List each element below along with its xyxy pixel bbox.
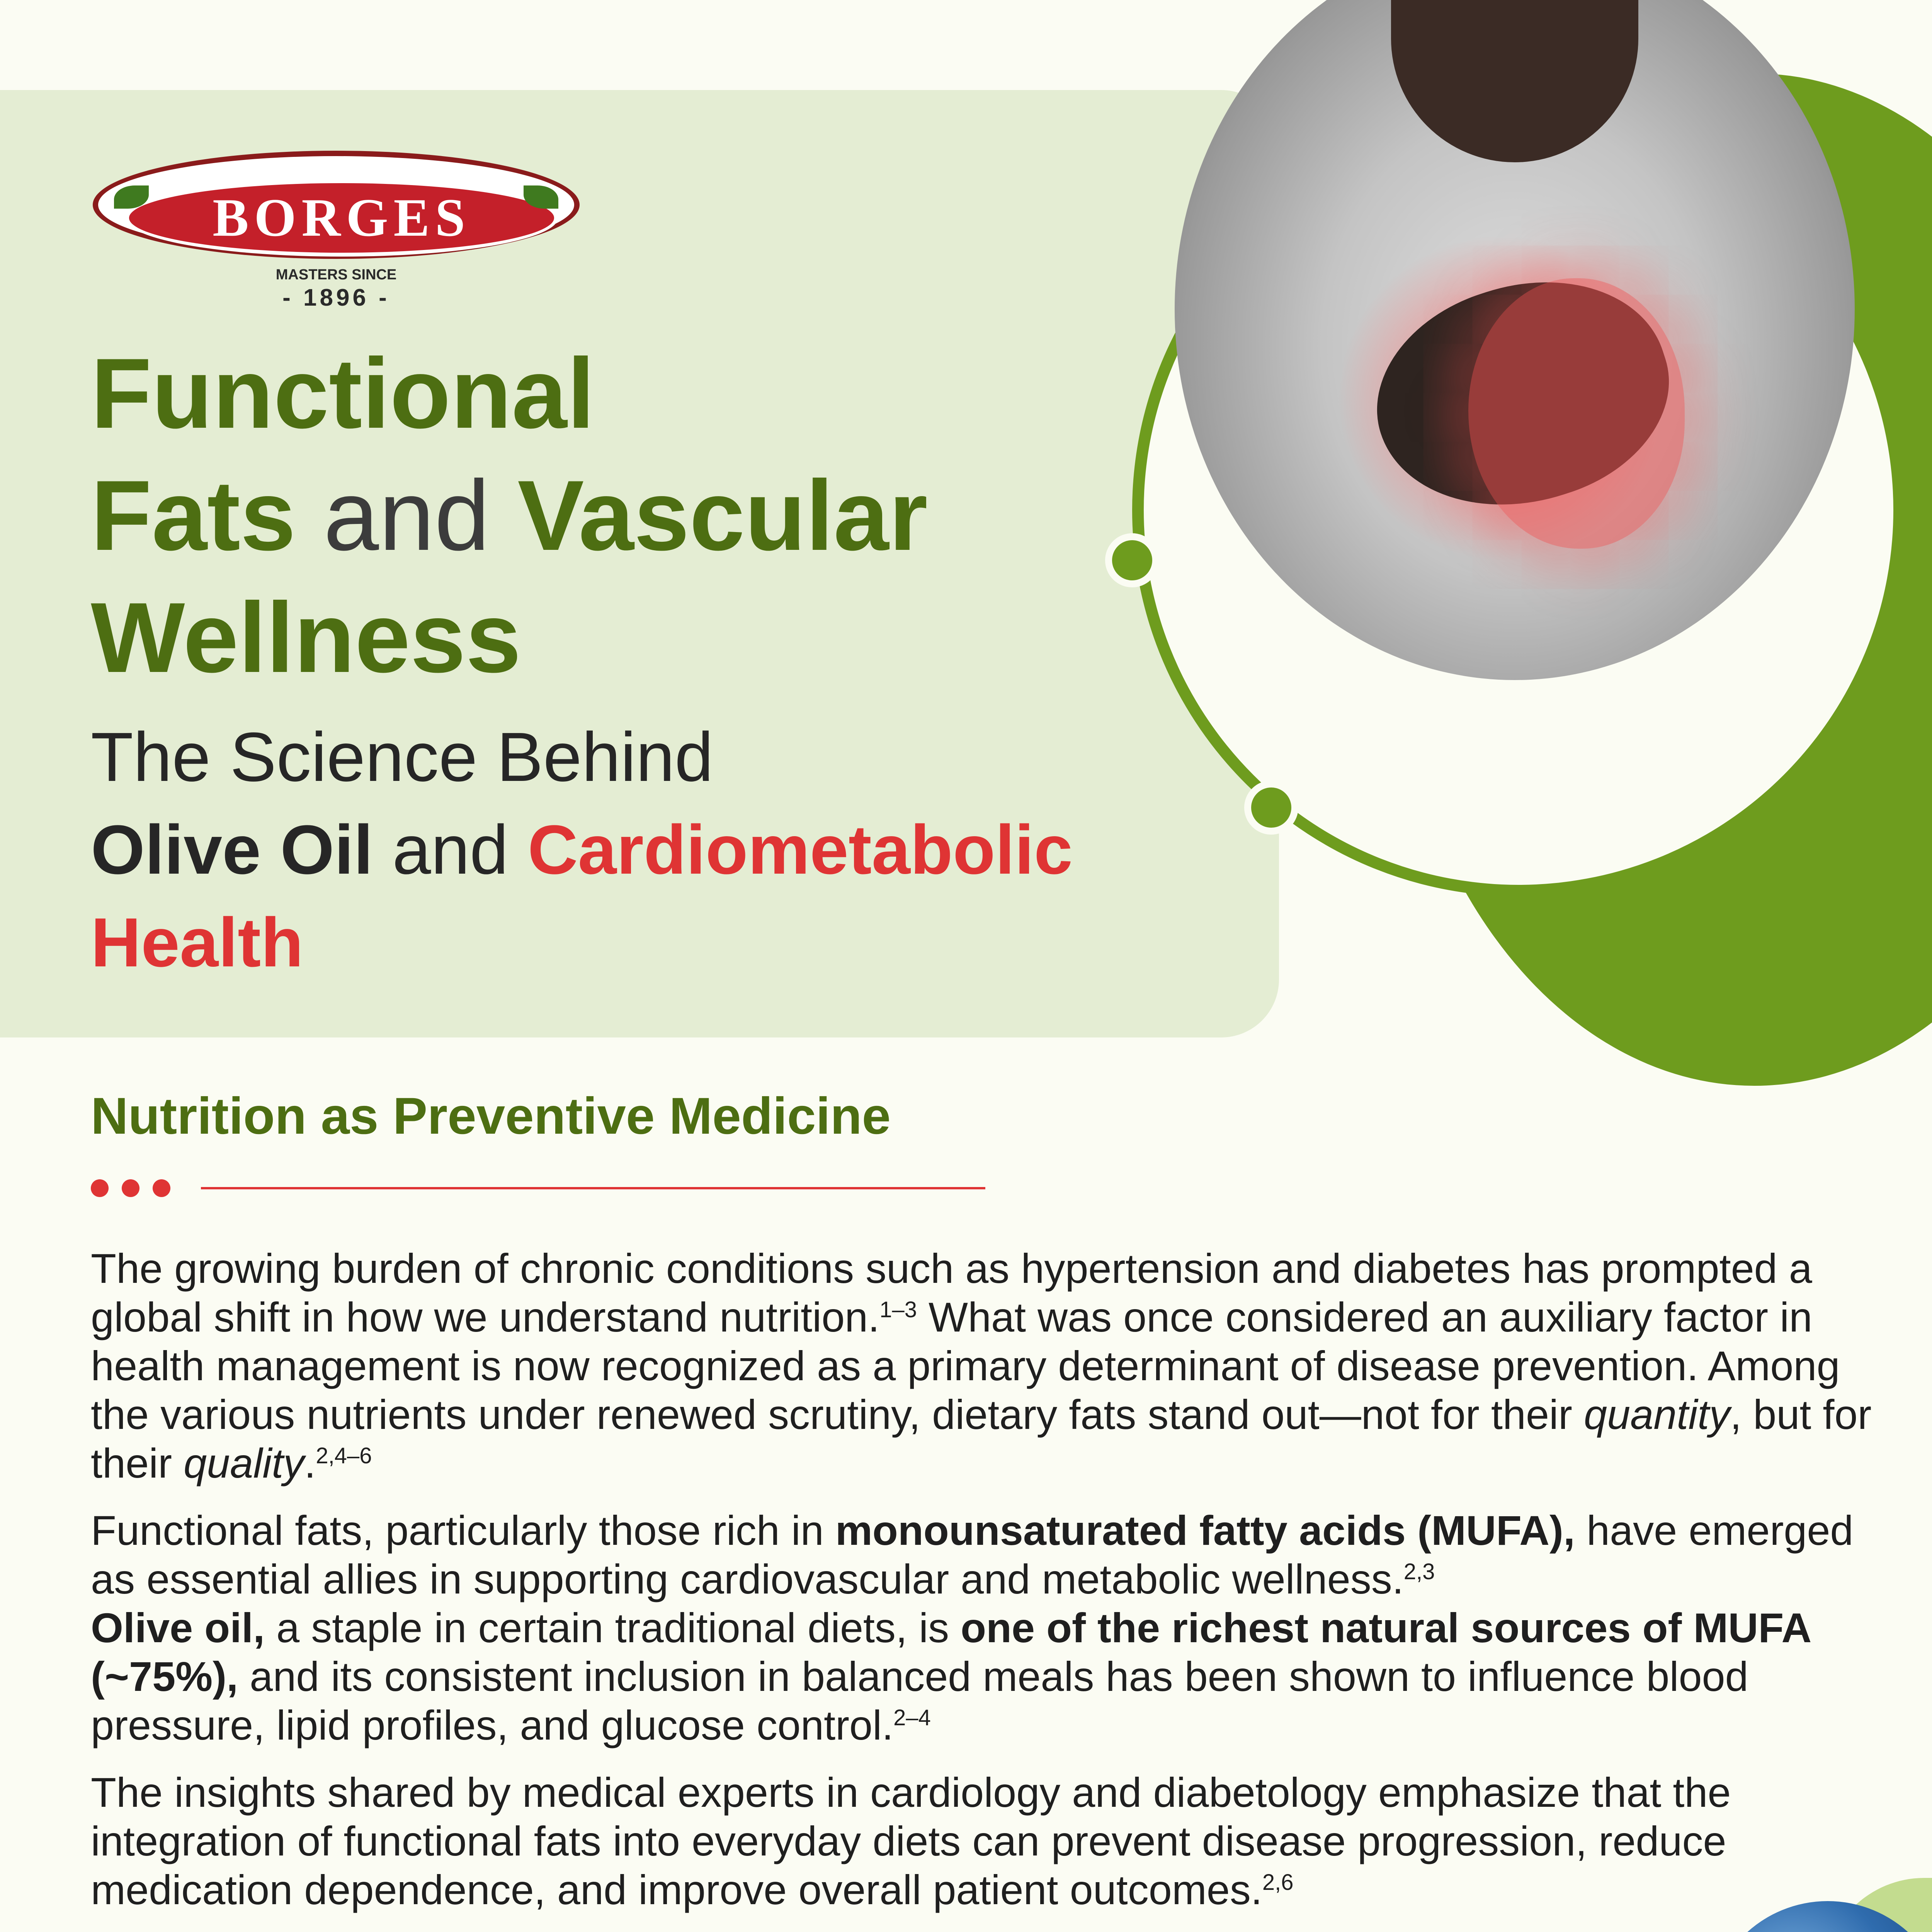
heading-dots <box>91 1179 170 1197</box>
text-bold: monounsaturated fatty acids (MUFA), <box>835 1507 1575 1554</box>
title-line-1: Functional <box>91 337 595 449</box>
text-bold: Olive oil, <box>91 1604 265 1651</box>
heading-rule <box>201 1187 985 1189</box>
paragraph <box>91 1244 1907 1488</box>
logo-brand: BORGES <box>213 188 471 248</box>
text: and its consistent inclusion in balanced meals has been shown to influence blood pressure, lipid profiles, and glucose control. <box>91 1653 1748 1748</box>
borges-logo <box>93 143 580 309</box>
dot <box>153 1179 170 1197</box>
text-italic: quantity <box>1584 1391 1730 1438</box>
subtitle-and: and <box>392 811 509 889</box>
title-vascular: Vascular <box>517 459 928 571</box>
logo-oval <box>93 151 580 259</box>
text: The growing burden of chronic conditions such as hypertension and diabetes has prompted a global shift in how we understand nutrition. <box>91 1245 1812 1340</box>
photo-face <box>1391 0 1638 162</box>
logo-banner <box>125 179 558 257</box>
section-heading-nutrition: Nutrition as Preventive Medicine <box>91 1087 891 1145</box>
citation: 2,3 <box>1403 1559 1435 1584</box>
text-bold: one of the richest natural sources of MUFA (~75%), <box>91 1604 1810 1700</box>
dot <box>91 1179 109 1197</box>
text: What was once considered an auxiliary factor in health management is now recognized as a primary determinant of disease prevention. Among the various nutrients under renewed scrutiny, dietary fats stand out—not for their <box>91 1294 1840 1438</box>
title-line-3: Wellness <box>91 582 521 693</box>
logo-tagline: MASTERS SINCE <box>276 267 397 283</box>
title-and: and <box>323 459 490 571</box>
page-title <box>91 332 1134 699</box>
text: Functional fats, particularly those rich in <box>91 1507 835 1554</box>
citation: 2,4–6 <box>316 1443 372 1468</box>
subtitle-line-3: Health <box>91 904 304 981</box>
text: have emerged as essential allies in supporting cardiovascular and metabolic wellness. <box>91 1507 1854 1602</box>
text-italic: quality <box>184 1440 304 1486</box>
heart-icon <box>1468 278 1685 549</box>
heart-pain-photo <box>1175 0 1855 680</box>
dot <box>122 1179 139 1197</box>
title-fats: Fats <box>91 459 296 571</box>
citation: 2,6 <box>1262 1870 1294 1895</box>
logo-year: - 1896 - <box>282 284 390 311</box>
subtitle-cardio: Cardiometabolic <box>527 811 1073 889</box>
paragraph <box>91 1506 1907 1750</box>
text: , but for their <box>91 1391 1872 1486</box>
citation: 1–3 <box>879 1297 917 1322</box>
text: The insights shared by medical experts in cardiology and diabetology emphasize that the integration of functional fats into everyday diets can prevent disease progression, reduce medication dependence, and improve overall patient outcomes. <box>91 1769 1731 1913</box>
page-subtitle <box>91 711 1211 989</box>
title-line-2 <box>91 454 1134 577</box>
subtitle-olive: Olive Oil <box>91 811 373 889</box>
subtitle-line-1: The Science Behind <box>91 718 714 796</box>
subtitle-line-2 <box>91 804 1211 896</box>
hero-photo <box>1175 0 1855 896</box>
paragraph <box>91 1768 1907 1914</box>
text: a staple in certain traditional diets, is <box>265 1604 961 1651</box>
citation: 2–4 <box>893 1705 931 1730</box>
text: . <box>304 1440 316 1486</box>
